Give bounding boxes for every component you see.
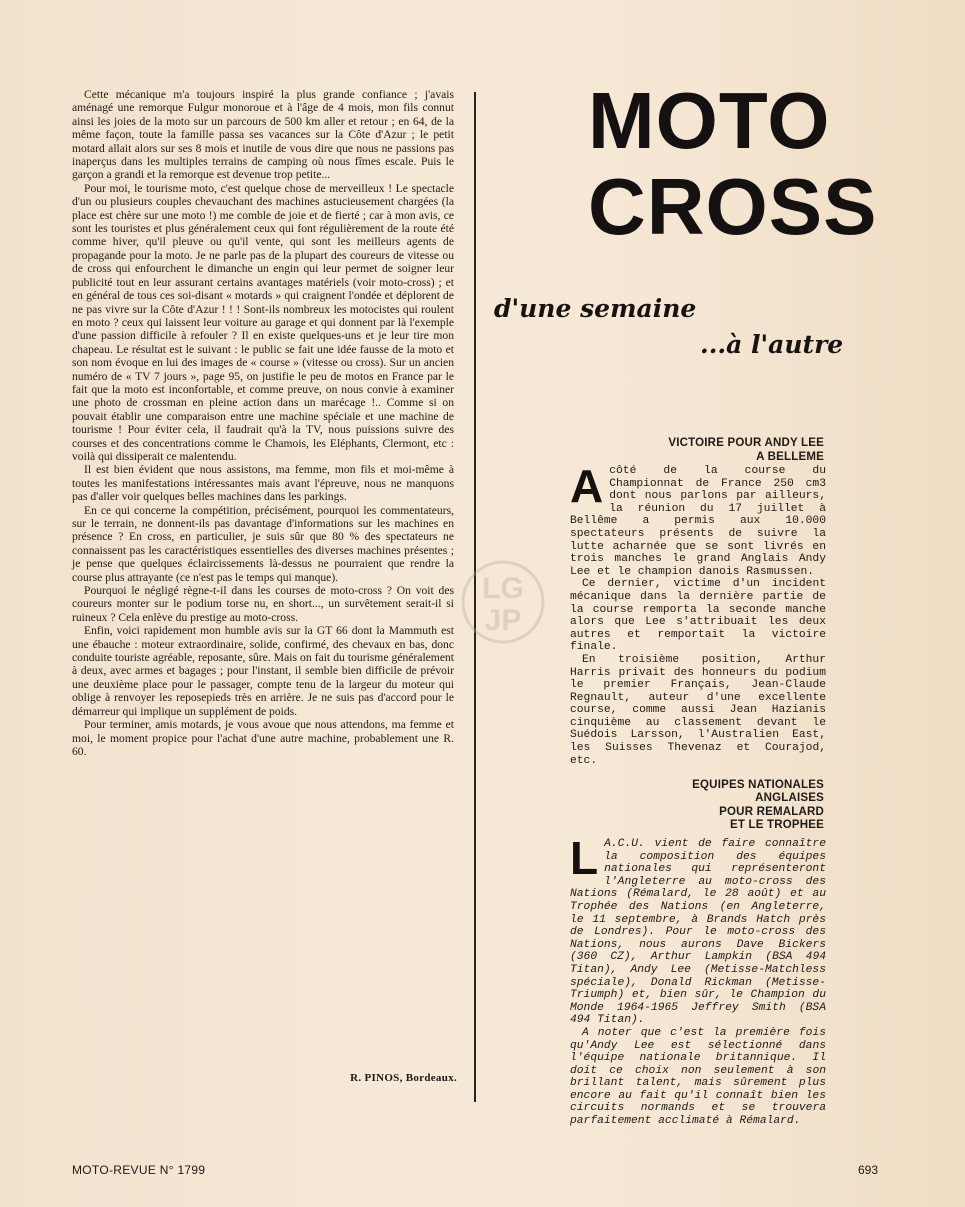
article2-heading-line: EQUIPES NATIONALES [692,779,824,791]
article2-heading-line: ANGLAISES [755,792,824,805]
article1-paragraph: En troisième position, Arthur Harris privait des honneurs du podium le premier Français, Jean-Claude Regnault, auteur d'une excellente course, comme aussi Jean Hazianis cinquième au classement devant le Suédois Larsson, l'Australien East, les Suisses Thevenaz et Courajod, etc. [570,653,826,767]
reader-letter [72,88,454,758]
page-title [588,78,888,250]
article1-body [570,460,826,767]
letter-paragraph: Il est bien évident que nous assistons, ma femme, mon fils et moi-même à toutes les manifestations intéressantes mais avant l'épreuve, nous ne manquons pas d'aller voir quelques belles machines dans les parkings. [72,463,454,504]
watermark-logo [455,552,551,652]
article2-heading-line: POUR REMALARD [719,805,824,818]
magazine-issue: MOTO-REVUE N° 1799 [72,1163,206,1177]
article2-heading [600,779,824,833]
letter-paragraph: Pourquoi le négligé règne-t-il dans les courses de moto-cross ? On voit des coureurs monter sur le podium torse nu, en short..., un survêtement serait-il si ruineux ? Cela enlève du prestige au moto-cross. [72,584,454,624]
article2-paragraph [570,832,826,1027]
article2-heading-line: ET LE TROPHEE [730,819,824,832]
title-line-moto: MOTO [588,76,831,165]
svg-text:LG: LG [482,572,524,605]
letter-signature: R. PINOS, Bordeaux. [350,1072,457,1084]
letter-paragraph: Enfin, voici rapidement mon humble avis sur la GT 66 dont la Mammuth est une ébauche : moteur extraordinaire, solide, confirmé, des chevaux en bas, donc conduite touriste agréable, reposante, sûre. Mais on fait du tourisme généralement à deux, avec armes et bagages ; pour l'instant, il semble bien difficile de prévoir une deuxième place pour le passager, compte tenu de la largeur du moteur qui oblige à renvoyer les reposepieds très en arrière. Je ne suis pas d'accord pour le démarreur qui implique un supplément de poids. [72,624,454,718]
subtitle-part-2: ...à l'autre [700,330,844,359]
letter-paragraph: Pour terminer, amis motards, je vous avoue que nous attendons, ma femme et moi, le moment propice pour l'achat d'une autre machine, probablement une R. 60. [72,718,454,758]
article2-paragraph: A noter que c'est la première fois qu'Andy Lee est sélectionné dans l'équipe nationale britannique. Il doit ce choix non seulement à son brillant talent, mais sûrement plus encore au fait qu'il connaît bien les circuits normands et se trouvera parfaitement acclimaté à Rémalard. [570,1026,826,1128]
article1-heading-line: VICTOIRE POUR ANDY LEE [668,437,824,449]
article2-body [570,832,826,1128]
subtitle-part-1: d'une semaine [494,294,697,323]
article1-paragraph: Ce dernier, victime d'un incident mécanique dans la dernière partie de la course remporta la seconde manche alors que Lee s'attribuait les deux autres et remportait la victoire finale. [570,578,826,654]
letter-paragraph: En ce qui concerne la compétition, précisément, pourquoi les commentateurs, sur le terrain, ne donnent-ils pas davantage d'informations sur les machines en présence ? En cross, en particulier, je suis sûr que 80 % des spectateurs ne connaissent pas les caractéristiques essentielles des diverses machines présentes ; je pense que quelques éclaircissements là-dessus ne pourraient que rendre la course plus attrayante (ce n'est pas le temps qui manque). [72,503,454,584]
title-line-cross: CROSS [588,162,878,251]
page-number: 693 [858,1163,879,1177]
article2-dropcap: L [570,832,599,884]
article1-dropcap: A [570,460,604,512]
letter-paragraph: Cette mécanique m'a toujours inspiré la plus grande confiance ; j'avais aménagé une remorque Fulgur monoroue et à l'âge de 4 mois, mon fils connut ainsi les joies de la moto sur un parcours de 500 km aller et retour ; en 64, de la même façon, toute la famille passa ses vacances sur la Côte d'Azur ; le petit motard allait alors sur ses 8 mois et inutile de vous dire que nous ne passions pas inaperçus dans les multiples terrains de camping où nous fîmes escale. Puis le garçon a grandi et la remorque est devenue trop petite... [72,88,454,182]
article1-paragraph [570,460,826,578]
article1-heading-line: A BELLEME [756,451,824,463]
letter-paragraph: Pour moi, le tourisme moto, c'est quelque chose de merveilleux ! Le spectacle d'un ou plusieurs couples chevauchant des machines astucieusement chargées (la place est chère sur une moto !) me comble de joie et de fierté ; car à mon avis, ce sont les touristes et plus généralement ceux qui font régulièrement de la route été comme hiver, qu'il pleuve ou qu'il vente, qui sont les meilleurs agents de propagande pour la moto. Je ne parle pas de la plupart des coureurs de vitesse ou de cross qui enfourchent le dimanche un engin qui leur permet de soigner leur publicité tout en leur assurant certains avantages matériels (voir moto-cross) ; et en général de tous ces soi-disant « motards » qui craignent l'ondée et déplorent de ne pas vivre sur la Côte d'Azur ! ! ! Sont-ils nombreux les motocistes qui roulent en moto ? ceux qui laissent leur voiture au garage et qui donnent par là l'exemple d'une passion difficile à refouler ? Il en existe quelques-uns et je leur tire mon chapeau. Le résultat est le suivant : le public se fait une idée fausse de la moto et son nom évoque en lui des images de « course » (vitesse ou cross). Sur un ancien numéro de « TV 7 jours », page 95, on justifie le peu de motos en France par le fait que la moto est inconfortable, et comme preuve, on nous convie à examiner une photo de crossman en pleine action dans un marécage !.. Comme si on pouvait établir une comparaison entre une machine spéciale et une machine de tourisme ! Pour éviter cela, il faudrait qu'à la TV, nous puissions suivre des courses et des concentrations comme le Chamois, les Eléphants, Clermont, etc : voilà qui dissiperait ce malentendu. [72,181,454,463]
svg-text:JP: JP [484,604,522,637]
article2-paragraph-text: A.C.U. vient de faire connaître la composition des équipes nationales qui représenteront l'Angleterre au moto-cross des Nations (Rémalard, le 28 août) et au Trophée des Nations (en Angleterre, le 11 septembre, à Brands Hatch près de Londres). Pour le moto-cross des Nations, nous aurons Dave Bickers (360 CZ), Arthur Lampkin (BSA 494 Titan), Andy Lee (Metisse-Matchless spéciale), Donald Rickman (Metisse-Triumph) et, bien sûr, le Champion du Monde 1964-1965 Jeffrey Smith (BSA 494 Titan). [570,838,826,1027]
article1-paragraph-text: côté de la course du Championnat de France 250 cm3 dont nous parlons par ailleurs, la réunion du 17 juillet à Bellême a permis aux 10.000 spectateurs présents de suivre la lutte acharnée que se sont livrés en trois manches le grand Anglais Andy Lee et le champion danois Rasmussen. [570,465,826,578]
